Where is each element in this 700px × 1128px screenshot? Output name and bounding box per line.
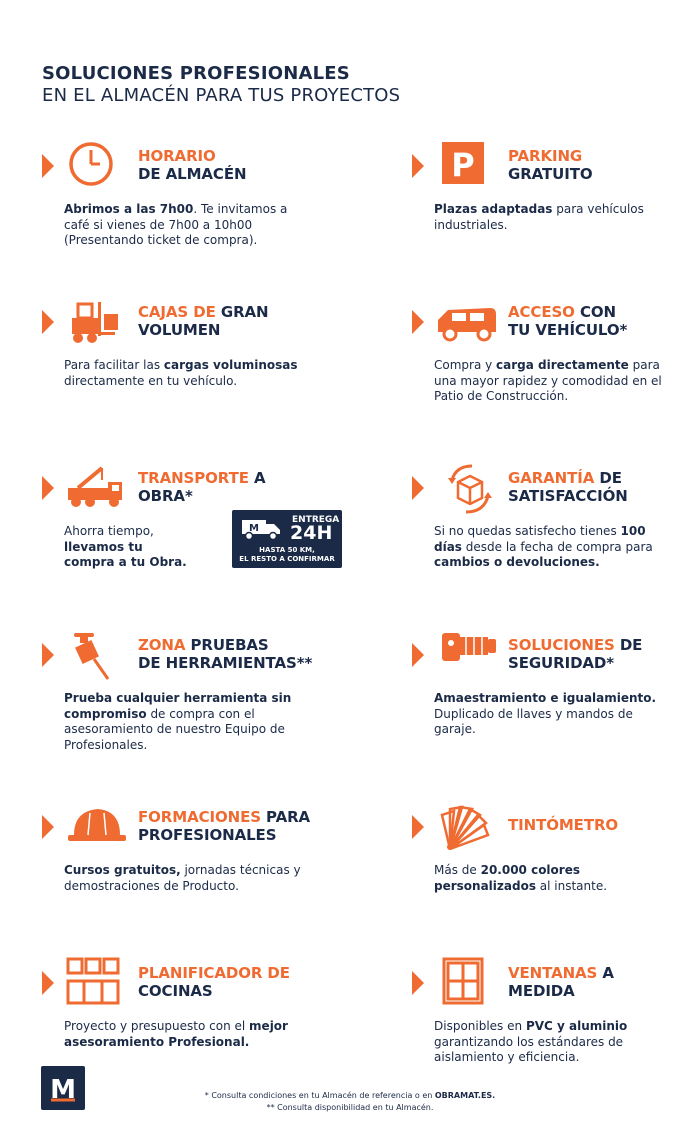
feature-title: SOLUCIONES DE SEGURIDAD*	[508, 636, 643, 672]
feature-description: Proyecto y presupuesto con el mejor asesoramiento Profesional.	[64, 1019, 288, 1049]
window-icon	[434, 957, 500, 1011]
feature-title: PLANIFICADOR DE COCINAS	[138, 964, 290, 1000]
badge-label-bottom: HASTA 50 KM, EL RESTO A CONFIRMAR	[239, 546, 335, 563]
feature-zona	[42, 629, 332, 769]
feature-horario	[42, 140, 332, 280]
feature-title: GARANTÍA DE SATISFACCIÓN	[508, 469, 628, 505]
bullet-arrow-icon	[412, 971, 424, 995]
badge-label-main: 24H	[290, 522, 333, 544]
feature-title: HORARIO DE ALMACÉN	[138, 147, 247, 183]
feature-description: Abrimos a las 7h00. Te invitamos a café si vienes de 7h00 a 10h00 (Presentando ticket de compra).	[64, 202, 288, 247]
footnotes	[150, 1090, 550, 1114]
feature-cajas	[42, 296, 332, 436]
footnote-1: * Consulta condiciones en tu Almacén de referencia o en OBRAMAT.ES.	[204, 1091, 496, 1100]
brand-logo[interactable]	[41, 1066, 85, 1110]
badge-label-top: ENTREGA	[292, 515, 340, 525]
parking-icon	[434, 140, 500, 194]
color-fan-icon	[434, 801, 500, 855]
bullet-arrow-icon	[42, 971, 54, 995]
bullet-arrow-icon	[42, 476, 54, 500]
svg-text:M: M	[249, 523, 259, 534]
bullet-arrow-icon	[412, 476, 424, 500]
feature-title: CAJAS DE GRAN VOLUMEN	[138, 303, 269, 339]
feature-description: Si no quedas satisfecho tienes 100 días desde la fecha de compra para cambios o devoluciones.	[434, 524, 653, 569]
clock-icon	[64, 140, 130, 194]
feature-description: Ahorra tiempo, llevamos tu compra a tu Obra.	[64, 524, 187, 569]
bullet-arrow-icon	[412, 154, 424, 178]
lock-cylinder-icon	[434, 629, 500, 683]
feature-acceso	[412, 296, 700, 436]
footnote-2: ** Consulta disponibilidad en tu Almacén.	[266, 1103, 434, 1112]
title-line-2: EN EL ALMACÉN PARA TUS PROYECTOS	[42, 85, 401, 106]
bullet-arrow-icon	[42, 310, 54, 334]
feature-tintometro	[412, 801, 700, 941]
forklift-icon	[64, 296, 130, 350]
feature-soluciones	[412, 629, 700, 769]
feature-description: Prueba cualquier herramienta sin compromiso de compra con el asesoramiento de nuestro Equipo de Profesionales.	[64, 691, 292, 752]
title-line-1: SOLUCIONES PROFESIONALES	[42, 63, 350, 84]
bullet-arrow-icon	[412, 643, 424, 667]
bullet-arrow-icon	[412, 310, 424, 334]
feature-title: ACCESO CON TU VEHÍCULO*	[508, 303, 628, 339]
feature-parking	[412, 140, 700, 280]
feature-description: Amaestramiento e igualamiento. Duplicado de llaves y mandos de garaje.	[434, 691, 657, 736]
logo-letter: M	[50, 1075, 76, 1105]
box-return-icon	[434, 462, 500, 516]
delivery-24h-badge	[232, 510, 342, 568]
feature-formaciones	[42, 801, 332, 941]
crane-truck-icon	[64, 462, 130, 516]
delivery-truck-icon	[240, 517, 282, 541]
feature-transporte	[42, 462, 340, 602]
feature-description: Para facilitar las cargas voluminosas directamente en tu vehículo.	[64, 358, 298, 388]
feature-ventanas	[412, 957, 700, 1097]
feature-description: Plazas adaptadas para vehículos industriales.	[434, 202, 644, 232]
feature-title: TINTÓMETRO	[508, 816, 619, 834]
feature-description: Compra y carga directamente para una mayor rapidez y comodidad en el Patio de Construcción.	[434, 358, 662, 403]
svg-text:P: P	[451, 146, 475, 184]
jackhammer-icon	[64, 629, 130, 683]
feature-description: Disponibles en PVC y aluminio garantizando los estándares de aislamiento y eficiencia.	[434, 1019, 628, 1064]
hard-hat-icon	[64, 801, 130, 855]
van-icon	[434, 296, 500, 350]
bullet-arrow-icon	[42, 643, 54, 667]
feature-title: FORMACIONES PARA PROFESIONALES	[138, 808, 311, 844]
kitchen-cabinets-icon	[64, 957, 130, 1011]
feature-title: TRANSPORTE A OBRA*	[138, 469, 266, 505]
bullet-arrow-icon	[412, 815, 424, 839]
bullet-arrow-icon	[42, 154, 54, 178]
feature-title: VENTANAS A MEDIDA	[508, 964, 614, 1000]
feature-planificador	[42, 957, 332, 1097]
feature-title: ZONA PRUEBAS DE HERRAMIENTAS**	[138, 636, 313, 672]
page-title	[42, 63, 400, 107]
feature-description: Más de 20.000 colores personalizados al instante.	[434, 863, 608, 893]
feature-garantia	[412, 462, 700, 602]
feature-description: Cursos gratuitos, jornadas técnicas y demostraciones de Producto.	[64, 863, 301, 893]
feature-title: PARKING GRATUITO	[508, 147, 593, 183]
bullet-arrow-icon	[42, 815, 54, 839]
